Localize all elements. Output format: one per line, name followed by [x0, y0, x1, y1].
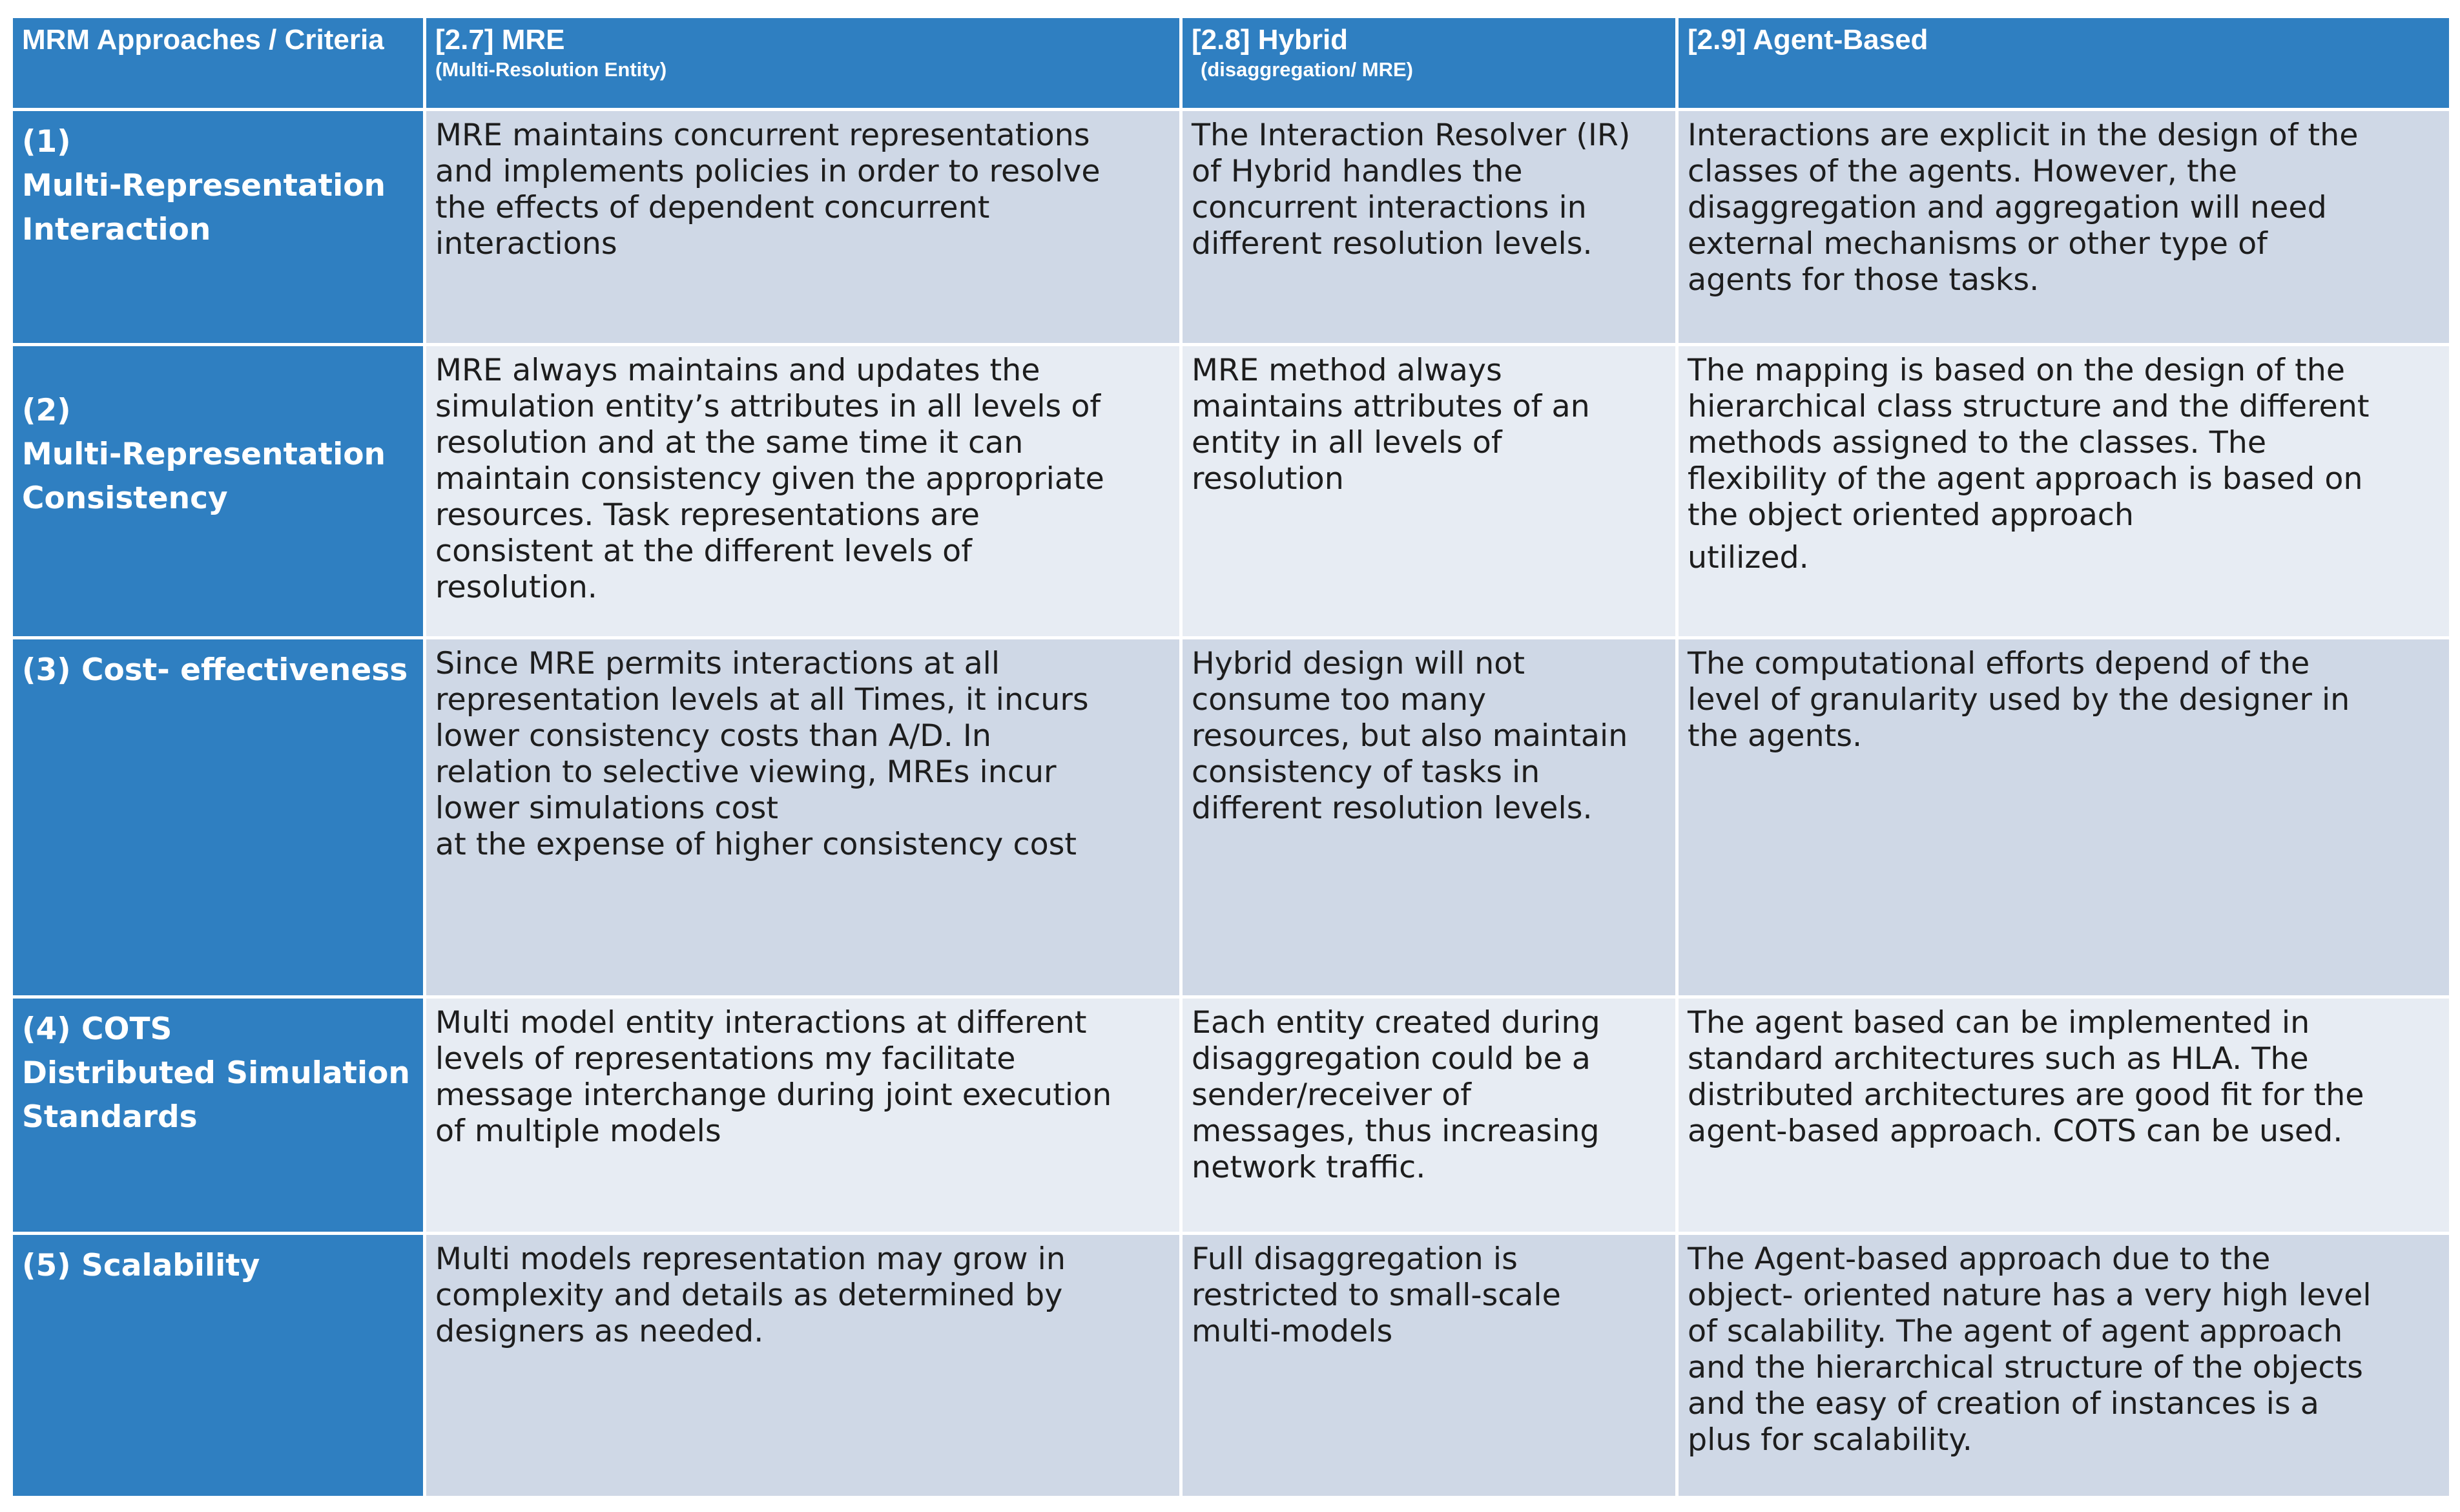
cell-line: Interactions are explicit in the design of the: [1688, 118, 2359, 153]
cell-line: maintain consistency given the appropriate: [435, 461, 1104, 497]
cell-line: disaggregation could be a: [1192, 1041, 1591, 1077]
cell-line: methods assigned to the classes. The: [1688, 425, 2267, 461]
cell-line: the effects of dependent concurrent: [435, 190, 990, 225]
criterion-scalability: [13, 1235, 426, 1496]
cell-mre-interaction: [426, 111, 1183, 346]
cell-line: MRE always maintains and updates the: [435, 353, 1040, 388]
criterion-line: Multi-Representation: [22, 168, 386, 203]
cell-line: MRE maintains concurrent representations: [435, 118, 1090, 153]
cell-line: classes of the agents. However, the: [1688, 154, 2237, 189]
cell-line: Since MRE permits interactions at all: [435, 646, 1000, 681]
cell-line: complexity and details as determined by: [435, 1278, 1063, 1313]
cell-line: multi-models: [1192, 1314, 1393, 1349]
cell-agent-scalability: [1679, 1235, 2449, 1496]
criterion-cost-effectiveness: [13, 639, 426, 999]
cell-line: Each entity created during: [1192, 1005, 1600, 1041]
cell-line: of scalability. The agent of agent approach: [1688, 1314, 2343, 1349]
cell-line: resources. Task representations are: [435, 497, 980, 533]
cell-line: The agent based can be implemented in: [1688, 1005, 2310, 1041]
cell-line: resources, but also maintain: [1192, 718, 1628, 754]
cell-line: consistency of tasks in: [1192, 754, 1540, 790]
header-mre: [426, 18, 1183, 111]
cell-line: plus for scalability.: [1688, 1422, 1972, 1458]
cell-line: at the expense of higher consistency cost: [435, 827, 1077, 862]
cell-line: network traffic.: [1192, 1150, 1426, 1185]
cell-line: level of granularity used by the designer in: [1688, 682, 2350, 718]
cell-line: concurrent interactions in: [1192, 190, 1587, 225]
cell-line: sender/receiver of: [1192, 1077, 1471, 1113]
cell-line: external mechanisms or other type of: [1688, 226, 2268, 262]
criterion-line: (1): [22, 124, 71, 160]
cell-line: resolution: [1192, 461, 1344, 497]
cell-hybrid-cost: [1183, 639, 1679, 999]
cell-line: MRE method always: [1192, 353, 1502, 388]
header-title: MRM Approaches / Criteria: [22, 24, 384, 56]
cell-mre-consistency: [426, 346, 1183, 639]
criterion-line: (2): [22, 393, 71, 428]
cell-line: lower simulations cost: [435, 791, 778, 826]
cell-agent-cost: [1679, 639, 2449, 999]
cell-line: entity in all levels of: [1192, 425, 1502, 461]
cell-line: simulation entity’s attributes in all levels of: [435, 389, 1101, 424]
cell-line: of Hybrid handles the: [1192, 154, 1523, 189]
criterion-line: (3) Cost- effectiveness: [22, 652, 408, 688]
header-title: [2.7] MRE: [435, 24, 565, 56]
cell-line: resolution and at the same time it can: [435, 425, 1024, 461]
cell-agent-consistency: [1679, 346, 2449, 639]
cell-line: utilized.: [1688, 540, 1809, 575]
cell-line: messages, thus increasing: [1192, 1113, 1600, 1149]
cell-line: The Interaction Resolver (IR): [1192, 118, 1631, 153]
cell-hybrid-cots: [1183, 999, 1679, 1235]
cell-line: agents for those tasks.: [1688, 262, 2040, 298]
cell-line: consume too many: [1192, 682, 1487, 718]
criterion-consistency: [13, 346, 426, 639]
header-title: [2.8] Hybrid: [1192, 24, 1349, 56]
criterion-cots-standards: [13, 999, 426, 1235]
header-title: [2.9] Agent-Based: [1688, 24, 1928, 56]
header-subtitle: (disaggregation/ MRE): [1201, 58, 1413, 81]
header-hybrid: [1183, 18, 1679, 111]
cell-line: distributed architectures are good fit for the: [1688, 1077, 2364, 1113]
cell-line: Multi model entity interactions at different: [435, 1005, 1087, 1041]
comparison-table: [13, 18, 2449, 1496]
cell-line: representation levels at all Times, it incurs: [435, 682, 1089, 718]
cell-line: Hybrid design will not: [1192, 646, 1525, 681]
cell-line: relation to selective viewing, MREs incur: [435, 754, 1057, 790]
criterion-line: Standards: [22, 1099, 198, 1135]
cell-line: and implements policies in order to resolve: [435, 154, 1101, 189]
header-subtitle: (Multi-Resolution Entity): [435, 58, 667, 81]
cell-line: Multi models representation may grow in: [435, 1241, 1066, 1277]
cell-line: standard architectures such as HLA. The: [1688, 1041, 2309, 1077]
cell-line: consistent at the different levels of: [435, 533, 972, 569]
header-agent-based: [1679, 18, 2449, 111]
cell-agent-interaction: [1679, 111, 2449, 346]
cell-line: resolution.: [435, 570, 597, 605]
cell-line: hierarchical class structure and the different: [1688, 389, 2370, 424]
cell-hybrid-consistency: [1183, 346, 1679, 639]
criterion-line: (5) Scalability: [22, 1248, 260, 1283]
cell-line: message interchange during joint execution: [435, 1077, 1112, 1113]
cell-line: object- oriented nature has a very high level: [1688, 1278, 2372, 1313]
cell-line: the agents.: [1688, 718, 1863, 754]
cell-hybrid-interaction: [1183, 111, 1679, 346]
criterion-line: (4) COTS: [22, 1011, 172, 1047]
cell-line: levels of representations my facilitate: [435, 1041, 1016, 1077]
cell-line: the object oriented approach: [1688, 497, 2134, 533]
criterion-line: Interaction: [22, 212, 211, 247]
cell-line: of multiple models: [435, 1113, 721, 1149]
cell-line: The computational efforts depend of the: [1688, 646, 2310, 681]
criterion-line: Multi-Representation: [22, 437, 386, 472]
cell-line: different resolution levels.: [1192, 791, 1593, 826]
cell-line: different resolution levels.: [1192, 226, 1593, 262]
cell-line: The Agent-based approach due to the: [1688, 1241, 2271, 1277]
cell-line: maintains attributes of an: [1192, 389, 1590, 424]
header-criteria: [13, 18, 426, 111]
cell-line: The mapping is based on the design of the: [1688, 353, 2346, 388]
cell-line: designers as needed.: [435, 1314, 764, 1349]
cell-hybrid-scalability: [1183, 1235, 1679, 1496]
cell-mre-cots: [426, 999, 1183, 1235]
cell-line: flexibility of the agent approach is based on: [1688, 461, 2363, 497]
cell-line: interactions: [435, 226, 617, 262]
cell-line: disaggregation and aggregation will need: [1688, 190, 2327, 225]
cell-mre-cost: [426, 639, 1183, 999]
cell-line: and the easy of creation of instances is a: [1688, 1386, 2319, 1422]
criterion-line: Distributed Simulation: [22, 1055, 410, 1091]
cell-line: restricted to small-scale: [1192, 1278, 1561, 1313]
cell-line: agent-based approach. COTS can be used.: [1688, 1113, 2343, 1149]
criterion-interaction: [13, 111, 426, 346]
cell-agent-cots: [1679, 999, 2449, 1235]
cell-mre-scalability: [426, 1235, 1183, 1496]
cell-line: and the hierarchical structure of the objects: [1688, 1350, 2363, 1385]
cell-line: Full disaggregation is: [1192, 1241, 1518, 1277]
cell-line: lower consistency costs than A/D. In: [435, 718, 992, 754]
criterion-line: Consistency: [22, 481, 228, 516]
